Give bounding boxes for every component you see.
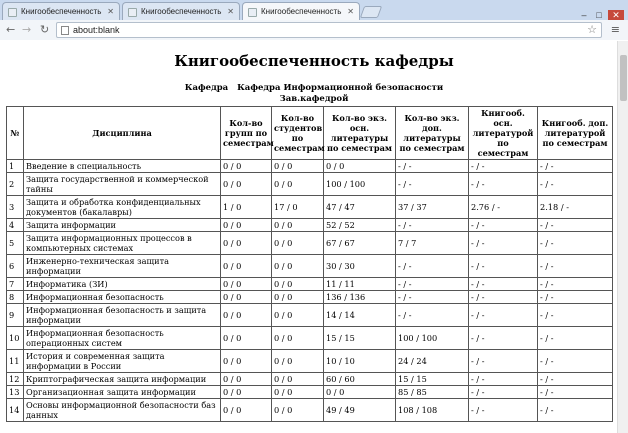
table-header-row (7, 107, 613, 160)
table-row (7, 173, 613, 196)
col-header-extra-supply: Книгооб. доп. литературой по семестрам (538, 107, 613, 160)
page-favicon-icon (128, 8, 137, 17)
table-cell-n: 2 (7, 173, 24, 196)
book-supply-table (6, 106, 613, 422)
menu-icon[interactable]: ≡ (610, 23, 620, 36)
col-header-students: Кол-во студентов по семестрам (272, 107, 324, 160)
table-cell-kd: - / - (538, 350, 613, 373)
table-cell-dop: 108 / 108 (396, 399, 469, 422)
table-cell-dop: 100 / 100 (396, 327, 469, 350)
table-cell-osn: 10 / 10 (324, 350, 396, 373)
table-cell-n: 4 (7, 219, 24, 232)
table-cell-s: 0 / 0 (272, 173, 324, 196)
table-cell-kd: - / - (538, 278, 613, 291)
table-row (7, 232, 613, 255)
table-row (7, 327, 613, 350)
table-cell-kd: - / - (538, 327, 613, 350)
table-cell-ko: - / - (469, 399, 538, 422)
table-cell-g: 0 / 0 (221, 399, 272, 422)
table-row (7, 278, 613, 291)
table-cell-disc: Защита информации (24, 219, 221, 232)
table-row (7, 160, 613, 173)
table-cell-disc: Информатика (ЗИ) (24, 278, 221, 291)
col-header-extra-lit: Кол-во экз. доп. литературы по семестрам (396, 107, 469, 160)
table-cell-n: 1 (7, 160, 24, 173)
table-cell-dop: - / - (396, 160, 469, 173)
table-cell-s: 0 / 0 (272, 386, 324, 399)
table-cell-s: 0 / 0 (272, 219, 324, 232)
table-cell-dop: 85 / 85 (396, 386, 469, 399)
forward-arrow-icon[interactable]: → (22, 23, 32, 36)
table-cell-g: 0 / 0 (221, 255, 272, 278)
table-cell-g: 0 / 0 (221, 278, 272, 291)
close-tab-icon[interactable]: ✕ (107, 7, 114, 16)
table-cell-s: 0 / 0 (272, 291, 324, 304)
table-cell-s: 0 / 0 (272, 232, 324, 255)
table-cell-kd: 2.18 / - (538, 196, 613, 219)
table-cell-kd: - / - (538, 160, 613, 173)
table-cell-kd: - / - (538, 173, 613, 196)
table-row (7, 373, 613, 386)
table-row (7, 291, 613, 304)
table-row (7, 255, 613, 278)
department-name: Кафедра Информационной безопасности (237, 83, 444, 93)
scrollbar-thumb[interactable] (620, 55, 627, 101)
table-cell-n: 9 (7, 304, 24, 327)
table-cell-disc: Информационная безопасность (24, 291, 221, 304)
table-cell-dop: - / - (396, 304, 469, 327)
table-cell-kd: - / - (538, 304, 613, 327)
reload-icon[interactable]: ↻ (40, 23, 50, 36)
close-tab-icon[interactable]: ✕ (227, 7, 234, 16)
table-cell-dop: - / - (396, 219, 469, 232)
table-cell-dop: - / - (396, 291, 469, 304)
col-header-main-supply: Книгооб. осн. литературой по семестрам (469, 107, 538, 160)
table-body (7, 160, 613, 422)
table-cell-n: 3 (7, 196, 24, 219)
table-cell-kd: - / - (538, 291, 613, 304)
table-cell-n: 6 (7, 255, 24, 278)
table-cell-ko: - / - (469, 232, 538, 255)
col-header-discipline: Дисциплина (24, 107, 221, 160)
table-cell-ko: - / - (469, 327, 538, 350)
new-tab-button[interactable] (360, 6, 382, 18)
tab-title: Книгообеспеченность (141, 7, 222, 16)
table-cell-disc: История и современная защита информации в России (24, 350, 221, 373)
close-tab-icon[interactable]: ✕ (347, 7, 354, 16)
window-controls (575, 3, 624, 20)
table-cell-kd: - / - (538, 386, 613, 399)
table-cell-s: 0 / 0 (272, 304, 324, 327)
table-cell-g: 0 / 0 (221, 219, 272, 232)
table-cell-disc: Защита государственной и коммерческой тайны (24, 173, 221, 196)
department-label: Кафедра (184, 83, 229, 93)
table-cell-s: 17 / 0 (272, 196, 324, 219)
table-cell-g: 0 / 0 (221, 327, 272, 350)
table-cell-ko: - / - (469, 278, 538, 291)
tab-strip (0, 0, 628, 20)
page-title: Книгообеспеченность кафедры (174, 52, 454, 70)
table-cell-osn: 100 / 100 (324, 173, 396, 196)
table-cell-osn: 49 / 49 (324, 399, 396, 422)
department-info (0, 83, 628, 105)
table-cell-ko: - / - (469, 160, 538, 173)
page-favicon-icon (248, 8, 257, 17)
table-cell-ko: - / - (469, 304, 538, 327)
table-cell-g: 0 / 0 (221, 373, 272, 386)
table-cell-dop: 7 / 7 (396, 232, 469, 255)
table-cell-kd: - / - (538, 373, 613, 386)
table-cell-osn: 60 / 60 (324, 373, 396, 386)
minimize-icon[interactable]: – (581, 10, 587, 20)
table-cell-g: 1 / 0 (221, 196, 272, 219)
browser-chrome (0, 0, 628, 40)
back-arrow-icon[interactable]: ← (6, 23, 16, 36)
table-cell-g: 0 / 0 (221, 386, 272, 399)
table-cell-osn: 52 / 52 (324, 219, 396, 232)
table-cell-g: 0 / 0 (221, 304, 272, 327)
table-cell-ko: - / - (469, 386, 538, 399)
head-of-department: Зав.кафедрой (279, 94, 349, 104)
table-cell-ko: - / - (469, 291, 538, 304)
table-cell-ko: - / - (469, 350, 538, 373)
table-cell-disc: Защита и обработка конфиденциальных документов (бакалавры) (24, 196, 221, 219)
col-header-main-lit: Кол-во экз. осн. литературы по семестрам (324, 107, 396, 160)
table-cell-n: 5 (7, 232, 24, 255)
address-bar[interactable] (56, 22, 602, 38)
table-cell-s: 0 / 0 (272, 255, 324, 278)
table-cell-disc: Организационная защита информации (24, 386, 221, 399)
table-cell-dop: 37 / 37 (396, 196, 469, 219)
bookmark-star-icon[interactable]: ☆ (587, 23, 597, 36)
table-cell-s: 0 / 0 (272, 160, 324, 173)
browser-tab-3[interactable] (242, 2, 360, 20)
table-cell-n: 8 (7, 291, 24, 304)
table-cell-dop: 24 / 24 (396, 350, 469, 373)
table-cell-s: 0 / 0 (272, 373, 324, 386)
browser-tab-1[interactable] (2, 2, 120, 20)
table-cell-osn: 136 / 136 (324, 291, 396, 304)
table-cell-s: 0 / 0 (272, 399, 324, 422)
table-cell-g: 0 / 0 (221, 291, 272, 304)
table-cell-n: 12 (7, 373, 24, 386)
table-cell-ko: - / - (469, 373, 538, 386)
table-cell-dop: 15 / 15 (396, 373, 469, 386)
browser-toolbar (0, 20, 628, 40)
page-content (0, 41, 628, 433)
table-cell-dop: - / - (396, 255, 469, 278)
table-cell-s: 0 / 0 (272, 350, 324, 373)
table-cell-osn: 15 / 15 (324, 327, 396, 350)
table-cell-ko: - / - (469, 255, 538, 278)
close-window-icon[interactable]: ✕ (608, 10, 624, 22)
maximize-icon[interactable]: □ (596, 10, 602, 20)
table-cell-kd: - / - (538, 219, 613, 232)
table-cell-osn: 11 / 11 (324, 278, 396, 291)
table-cell-g: 0 / 0 (221, 173, 272, 196)
table-cell-n: 10 (7, 327, 24, 350)
table-cell-n: 7 (7, 278, 24, 291)
table-row (7, 350, 613, 373)
page-favicon-icon (8, 8, 17, 17)
table-cell-osn: 30 / 30 (324, 255, 396, 278)
table-cell-s: 0 / 0 (272, 278, 324, 291)
table-cell-n: 11 (7, 350, 24, 373)
col-header-number: № (7, 107, 24, 160)
browser-tab-2[interactable] (122, 2, 240, 20)
table-cell-disc: Информационная безопасность операционных систем (24, 327, 221, 350)
table-cell-osn: 0 / 0 (324, 386, 396, 399)
table-row (7, 304, 613, 327)
table-cell-ko: - / - (469, 219, 538, 232)
col-header-groups: Кол-во групп по семестрам (221, 107, 272, 160)
table-cell-s: 0 / 0 (272, 327, 324, 350)
table-cell-osn: 67 / 67 (324, 232, 396, 255)
table-cell-disc: Введение в специальность (24, 160, 221, 173)
table-cell-g: 0 / 0 (221, 350, 272, 373)
table-cell-kd: - / - (538, 232, 613, 255)
department-line (0, 83, 628, 94)
table-cell-osn: 47 / 47 (324, 196, 396, 219)
address-text: about:blank (73, 25, 120, 35)
table-cell-n: 14 (7, 399, 24, 422)
table-cell-ko: - / - (469, 173, 538, 196)
tab-title: Книгообеспеченность (261, 7, 342, 16)
table-row (7, 386, 613, 399)
table-cell-disc: Информационная безопасность и защита информации (24, 304, 221, 327)
page-icon (61, 26, 69, 35)
table-cell-ko: 2.76 / - (469, 196, 538, 219)
table-row (7, 219, 613, 232)
table-cell-disc: Инженерно-техническая защита информации (24, 255, 221, 278)
table-cell-osn: 0 / 0 (324, 160, 396, 173)
tab-title: Книгообеспеченность (21, 7, 102, 16)
table-cell-dop: - / - (396, 278, 469, 291)
table-row (7, 399, 613, 422)
table-cell-kd: - / - (538, 399, 613, 422)
table-cell-osn: 14 / 14 (324, 304, 396, 327)
vertical-scrollbar[interactable] (617, 41, 628, 433)
table-cell-g: 0 / 0 (221, 232, 272, 255)
table-cell-g: 0 / 0 (221, 160, 272, 173)
table-cell-disc: Основы информационной безопасности баз данных (24, 399, 221, 422)
table-cell-n: 13 (7, 386, 24, 399)
table-cell-disc: Криптографическая защита информации (24, 373, 221, 386)
table-cell-dop: - / - (396, 173, 469, 196)
table-cell-disc: Защита информационных процессов в компьютерных системах (24, 232, 221, 255)
table-row (7, 196, 613, 219)
table-cell-kd: - / - (538, 255, 613, 278)
